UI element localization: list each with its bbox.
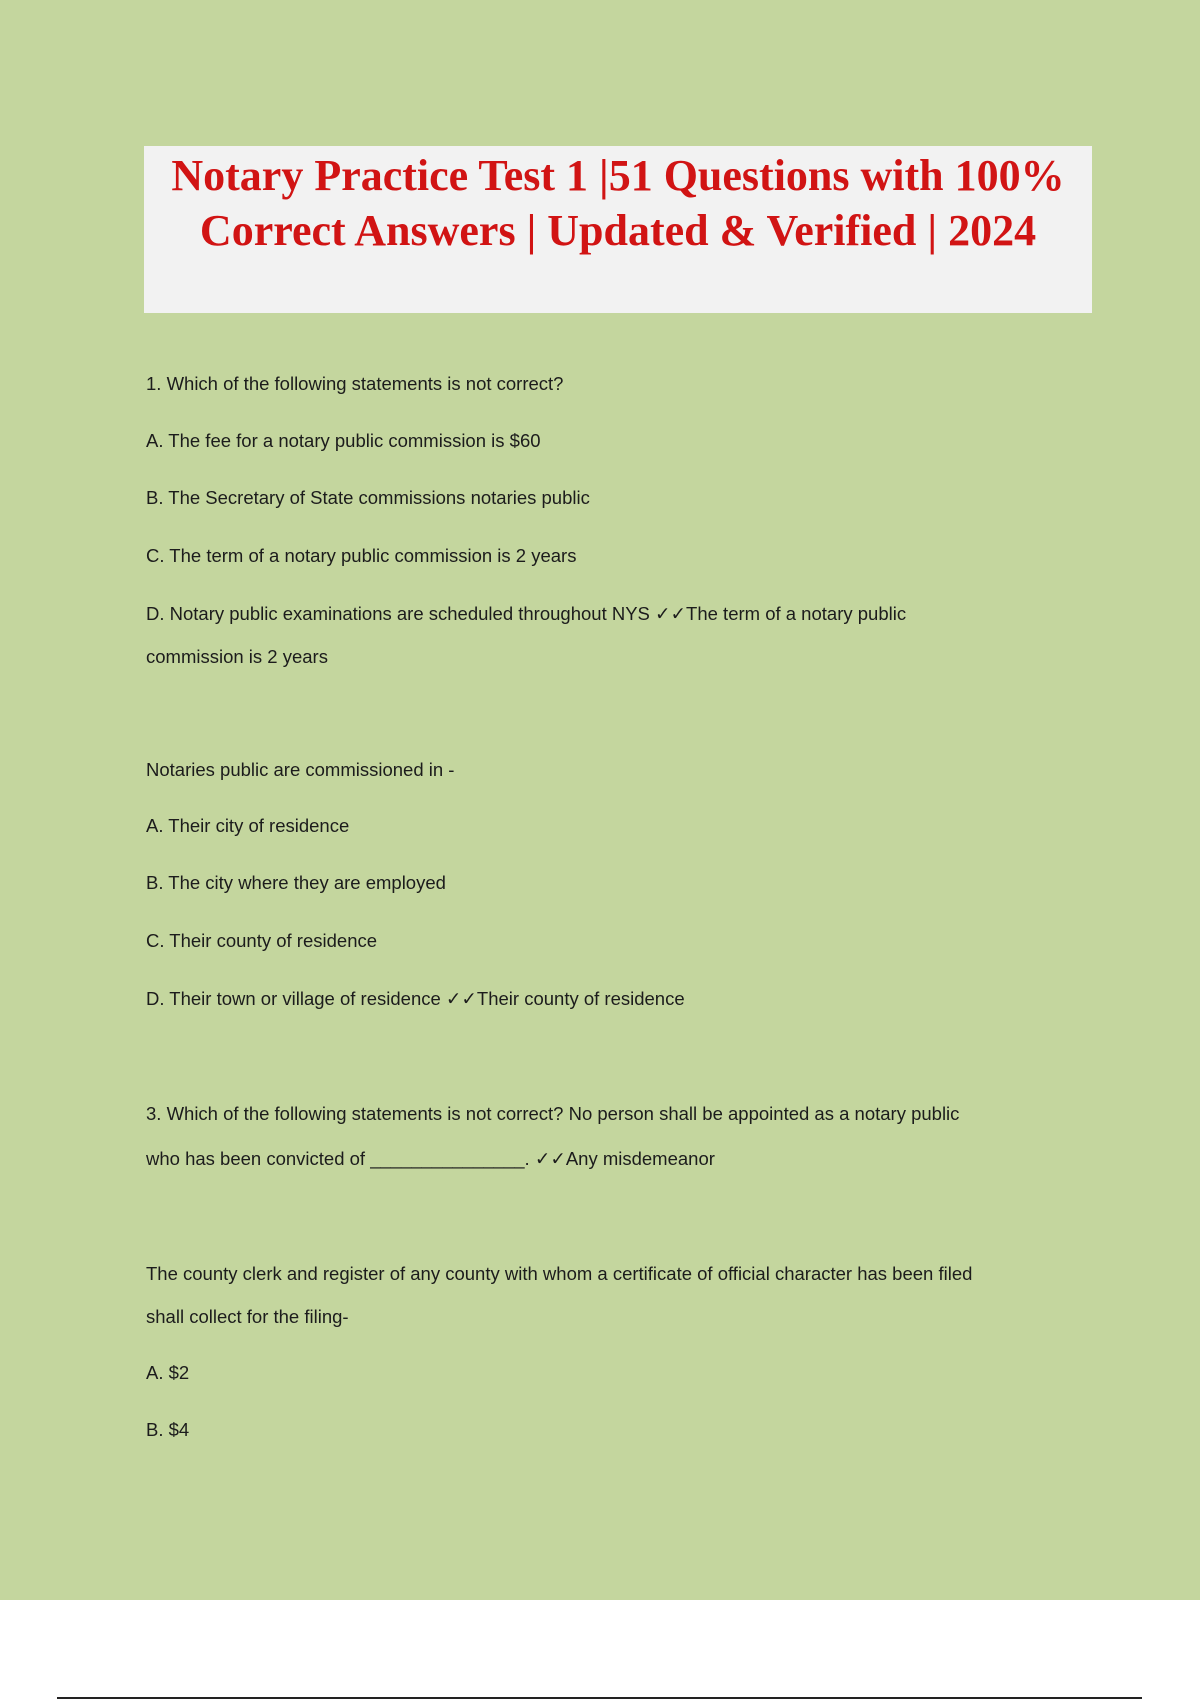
question-4-option-b: B. $4 xyxy=(146,1419,190,1440)
question-2-option-d: D. Their town or village of residence ✓✓Their county of residence xyxy=(146,988,685,1009)
question-1-text: 1. Which of the following statements is not correct? xyxy=(146,373,564,394)
question-1-answer-continued: commission is 2 years xyxy=(146,646,328,667)
document-title: Notary Practice Test 1 |51 Questions with 100% Correct Answers | Updated & Verified | 2024 xyxy=(144,146,1092,313)
question-1-option-c: C. The term of a notary public commission is 2 years xyxy=(146,545,577,566)
question-4-text: The county clerk and register of any county with whom a certificate of official character has been filed xyxy=(146,1263,973,1284)
question-1-option-d: D. Notary public examinations are scheduled throughout NYS ✓✓The term of a notary public xyxy=(146,603,907,624)
question-3-answer: who has been convicted of _______________. ✓✓Any misdemeanor xyxy=(146,1148,715,1169)
footer-divider xyxy=(57,1697,1142,1699)
question-1-option-b: B. The Secretary of State commissions notaries public xyxy=(146,487,590,508)
question-2-option-c: C. Their county of residence xyxy=(146,930,378,951)
question-2-option-b: B. The city where they are employed xyxy=(146,872,446,893)
question-2-option-a: A. Their city of residence xyxy=(146,815,350,836)
question-4-option-a: A. $2 xyxy=(146,1362,190,1383)
question-1-option-a: A. The fee for a notary public commission is $60 xyxy=(146,430,541,451)
question-2-text: Notaries public are commissioned in - xyxy=(146,759,455,780)
question-3-text: 3. Which of the following statements is not correct? No person shall be appointed as a notary public xyxy=(146,1103,960,1124)
question-4-text-continued: shall collect for the filing- xyxy=(146,1306,349,1327)
